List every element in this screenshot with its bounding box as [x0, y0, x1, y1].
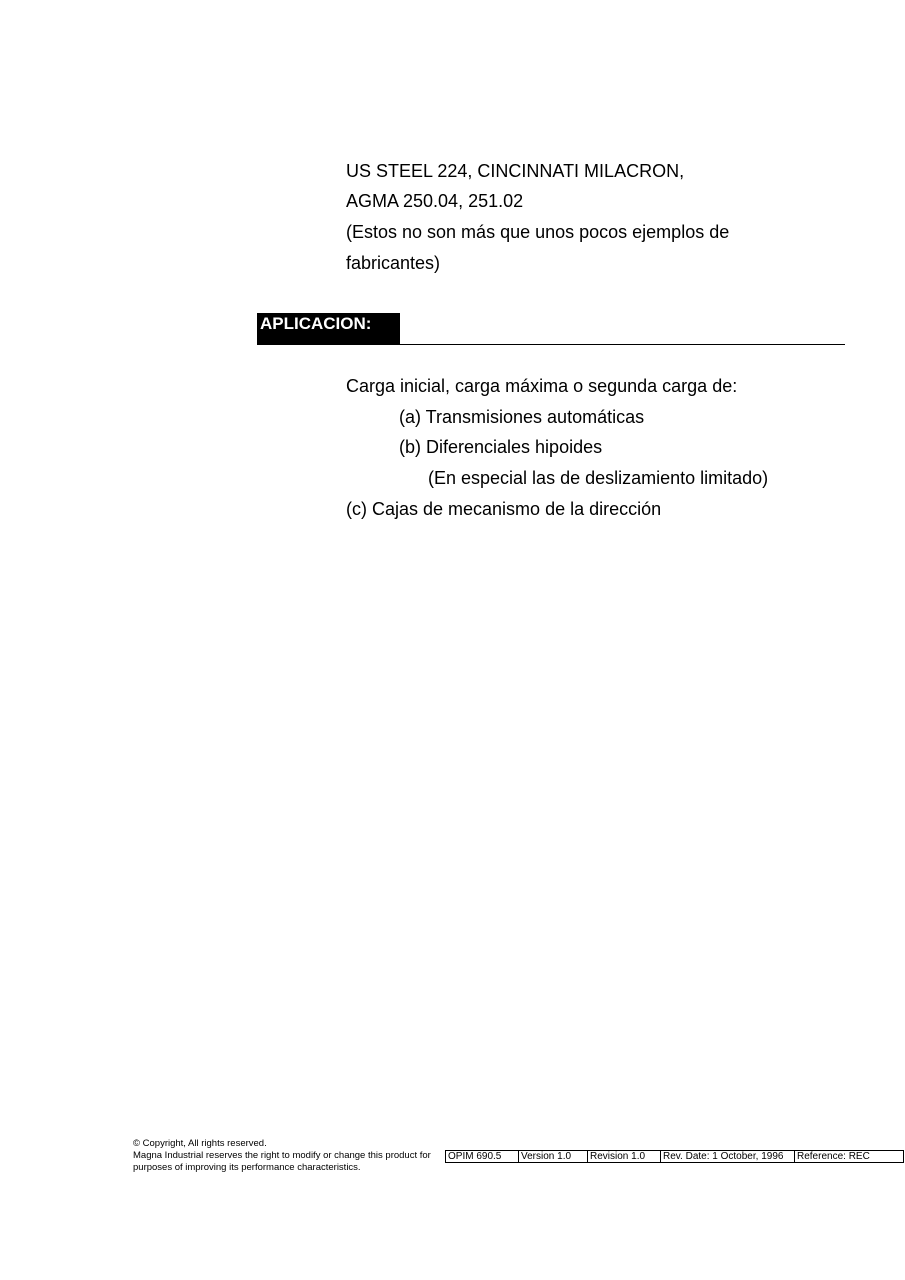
footer-copyright: © Copyright, All rights reserved. [133, 1138, 267, 1149]
application-item-b-note: (En especial las de deslizamiento limitado) [428, 468, 769, 488]
manufacturers-line-3: (Estos no son más que unos pocos ejemplos de [346, 222, 730, 242]
application-item-c: (c) Cajas de mecanismo de la dirección [346, 499, 662, 519]
footer-disclaimer-line-1: Magna Industrial reserves the right to modify or change this product for [133, 1150, 431, 1161]
ref-cell-reference: Reference: REC [795, 1151, 904, 1163]
section-title: APLICACION: [257, 313, 400, 344]
ref-cell-revision: Revision 1.0 [588, 1151, 661, 1163]
application-intro: Carga inicial, carga máxima o segunda carga de: [346, 376, 738, 396]
manufacturers-line-1: US STEEL 224, CINCINNATI MILACRON, [346, 161, 685, 181]
ref-cell-rev-date: Rev. Date: 1 October, 1996 [661, 1151, 795, 1163]
manufacturers-line-4: fabricantes) [346, 253, 441, 273]
table-row [446, 1151, 904, 1163]
footer-legal [133, 1138, 433, 1174]
document-reference-table [445, 1150, 904, 1163]
ref-cell-version: Version 1.0 [519, 1151, 588, 1163]
ref-cell-doc-id: OPIM 690.5 [446, 1151, 519, 1163]
section-header [257, 313, 845, 345]
footer-disclaimer-line-2: purposes of improving its performance characteristics. [133, 1162, 361, 1173]
manufacturers-line-2: AGMA 250.04, 251.02 [346, 191, 524, 211]
application-item-b: (b) Diferenciales hipoides [399, 437, 603, 457]
application-item-a: (a) Transmisiones automáticas [399, 407, 645, 427]
